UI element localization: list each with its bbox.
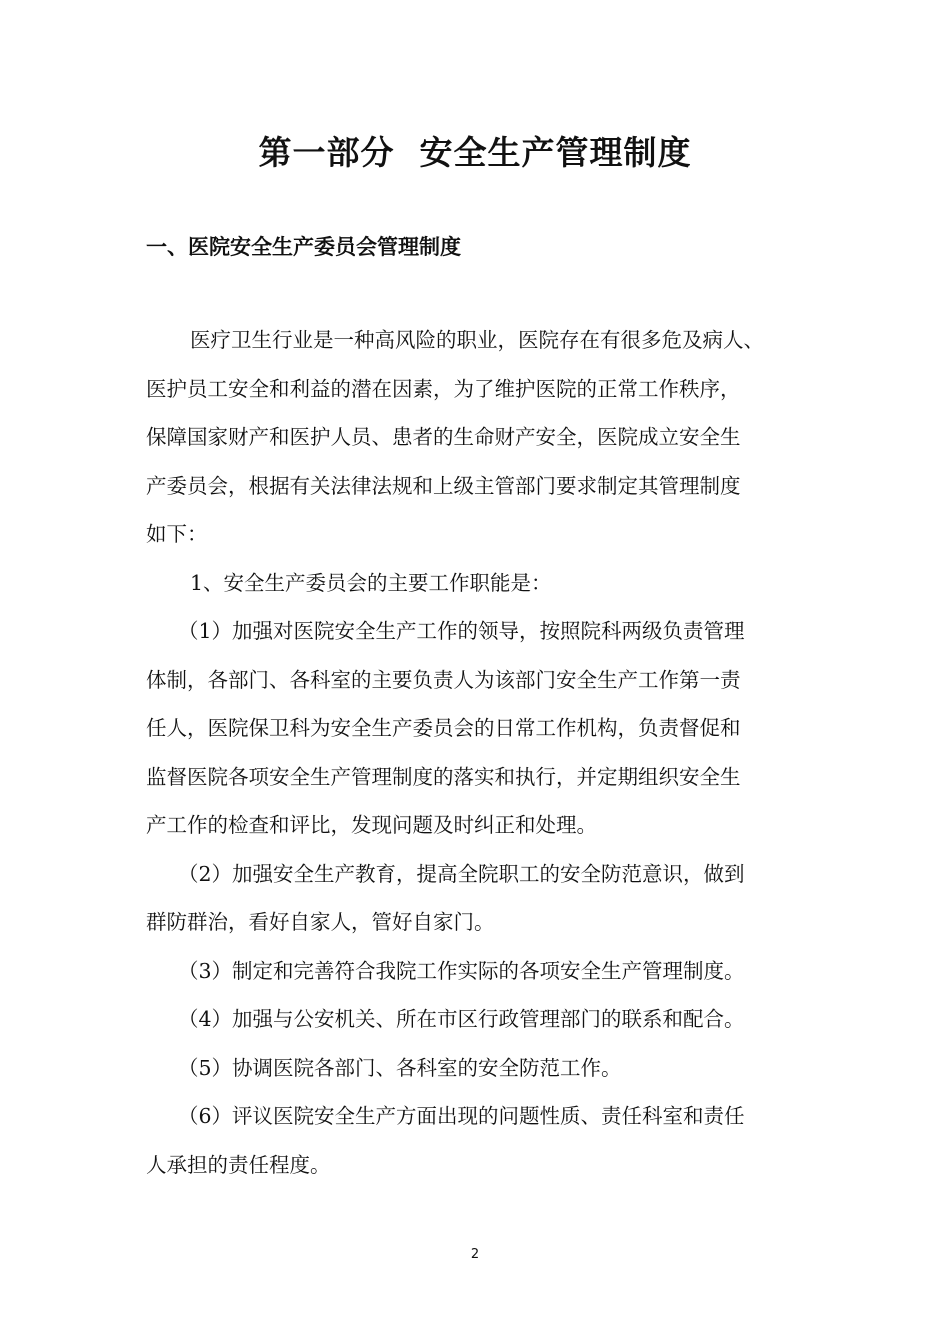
text-line: 1、安全生产委员会的主要工作职能是： [190, 570, 552, 595]
text-line: （4）加强与公安机关、所在市区行政管理部门的联系和配合。 [178, 1007, 745, 1031]
text-line: （1）加强对医院安全生产工作的领导，按照院科两级负责管理 [178, 619, 745, 643]
text-line: （3）制定和完善符合我院工作实际的各项安全生产管理制度。 [178, 958, 745, 983]
text-line: （5）协调医院各部门、各科室的安全防范工作。 [178, 1055, 622, 1080]
text-line: 如下： [146, 522, 208, 546]
text-line: 医疗卫生行业是一种高风险的职业，医院存在有很多危及病人、 [190, 328, 764, 352]
text-line: （6）评议医院安全生产方面出现的问题性质、责任科室和责任 [178, 1104, 745, 1128]
text-line: 医护员工安全和利益的潜在因素，为了维护医院的正常工作秩序， [146, 376, 741, 401]
text-line: 群防群治，看好自家人，管好自家门。 [146, 910, 495, 934]
text-line: 人承担的责任程度。 [146, 1152, 331, 1177]
text-line: 产委员会，根据有关法律法规和上级主管部门要求制定其管理制度 [146, 473, 741, 498]
page-number: 2 [470, 1247, 480, 1262]
section-heading: 一、医院安全生产委员会管理制度 [146, 235, 461, 259]
text-line: （2）加强安全生产教育，提高全院职工的安全防范意识，做到 [178, 861, 745, 886]
text-line: 任人，医院保卫科为安全生产委员会的日常工作机构，负责督促和 [146, 716, 741, 740]
page-title: 第一部分 安全生产管理制度 [258, 133, 692, 172]
body-text [146, 316, 826, 1189]
text-line: 产工作的检查和评比，发现问题及时纠正和处理。 [146, 813, 597, 837]
text-line: 保障国家财产和医护人员、患者的生命财产安全，医院成立安全生 [146, 425, 741, 449]
text-line: 监督医院各项安全生产管理制度的落实和执行，并定期组织安全生 [146, 764, 741, 789]
text-line: 体制，各部门、各科室的主要负责人为该部门安全生产工作第一责 [146, 667, 741, 692]
